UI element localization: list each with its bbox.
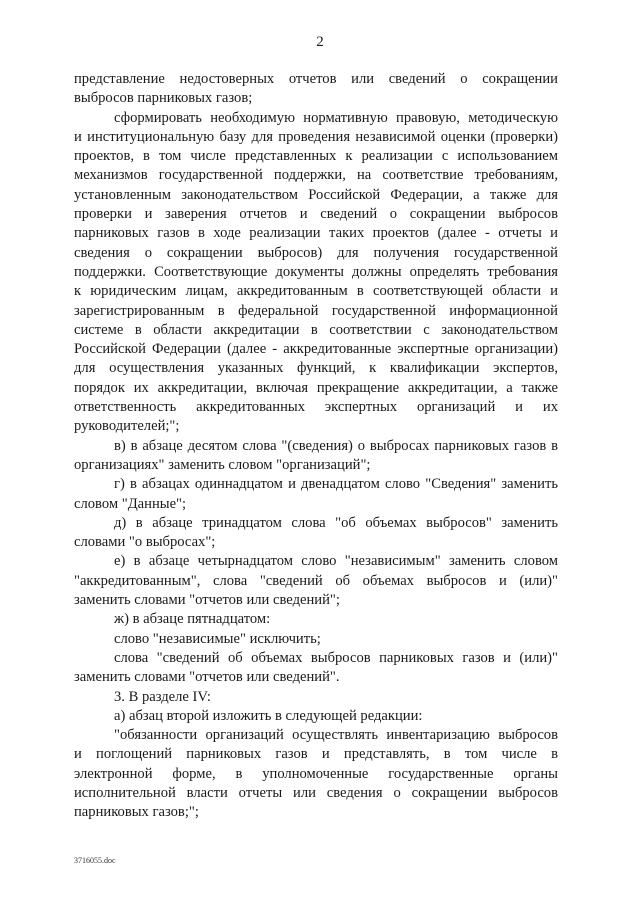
text-line: г) в абзацах одиннадцатом и двенадцатом слово "Сведения" заменить xyxy=(114,476,558,493)
document-filename: 3716055.doc xyxy=(74,856,116,865)
text-line: парниковых газов в ходе реализации таких проектов (далее - отчеты и xyxy=(74,225,558,242)
text-line: проектов, в том числе представленных к реализации с использованием xyxy=(74,148,558,165)
text-line: сформировать необходимую нормативную правовую, методическую xyxy=(114,109,558,126)
text-line: и поглощений парниковых газов и представлять, в том числе в xyxy=(74,746,558,763)
text-line: выбросов парниковых газов; xyxy=(74,90,253,107)
document-body xyxy=(74,70,558,823)
text-line: а) абзац второй изложить в следующей редакции: xyxy=(114,707,423,724)
text-line: исполнительной власти отчеты или сведения о сокращении выбросов xyxy=(74,784,558,801)
text-line: парниковых газов;"; xyxy=(74,804,199,821)
text-line: руководителей;"; xyxy=(74,418,180,435)
text-line: организациях" заменить словом "организаций"; xyxy=(74,456,371,473)
text-line: представление недостоверных отчетов или сведений о сокращении xyxy=(74,71,558,87)
text-line: поддержки. Соответствующие документы должны определять требования xyxy=(74,263,558,280)
text-line: для осуществления указанных функций, к квалификации экспертов, xyxy=(74,360,558,377)
text-line: "аккредитованным", слова "сведений об объемах выбросов и (или)" xyxy=(74,572,558,589)
text-line: словами "о выбросах"; xyxy=(74,534,216,551)
text-line: зарегистрированным в федеральной государственной информационной xyxy=(74,302,558,319)
text-line: словом "Данные"; xyxy=(74,495,187,512)
page-number: 2 xyxy=(316,34,324,50)
text-line: Российской Федерации (далее - аккредитованные экспертные организации) xyxy=(74,341,558,358)
text-line: к юридическим лицам, аккредитованным в соответствующей области и xyxy=(74,283,558,300)
text-line: е) в абзаце четырнадцатом слово "независимым" заменить словом xyxy=(114,553,558,570)
text-line: системе в области аккредитации в соответствии с законодательством xyxy=(74,321,558,338)
text-line: ответственность аккредитованных экспертных организаций и их xyxy=(74,399,558,416)
text-line: слова "сведений об объемах выбросов парниковых газов и (или)" xyxy=(114,649,558,666)
text-line: сведения о сокращении выбросов) для получения государственной xyxy=(74,244,558,261)
text-line: установленным законодательством Российской Федерации, а также для xyxy=(74,186,558,203)
text-line: д) в абзаце тринадцатом слова "об объемах выбросов" заменить xyxy=(114,514,558,531)
text-line: механизмов государственной поддержки, на соответствие требованиям, xyxy=(74,167,558,184)
text-line: электронной форме, в уполномоченные государственные органы xyxy=(74,765,558,782)
text-line: проверки и заверения отчетов и сведений о сокращении выбросов xyxy=(74,206,558,223)
text-line: порядок их аккредитации, включая прекращение аккредитации, а также xyxy=(74,379,558,396)
text-line: в) в абзаце десятом слова "(сведения) о выбросах парниковых газов в xyxy=(114,437,558,454)
text-line: слово "независимые" исключить; xyxy=(114,630,321,647)
text-line: заменить словами "отчетов или сведений"; xyxy=(74,592,340,609)
text-line: и институциональную базу для проведения независимой оценки (проверки) xyxy=(74,128,558,145)
text-line: 3. В разделе IV: xyxy=(114,688,211,705)
text-line: ж) в абзаце пятнадцатом: xyxy=(114,611,271,628)
text-line: заменить словами "отчетов или сведений". xyxy=(74,669,340,686)
text-line: "обязанности организаций осуществлять инвентаризацию выбросов xyxy=(114,727,558,744)
